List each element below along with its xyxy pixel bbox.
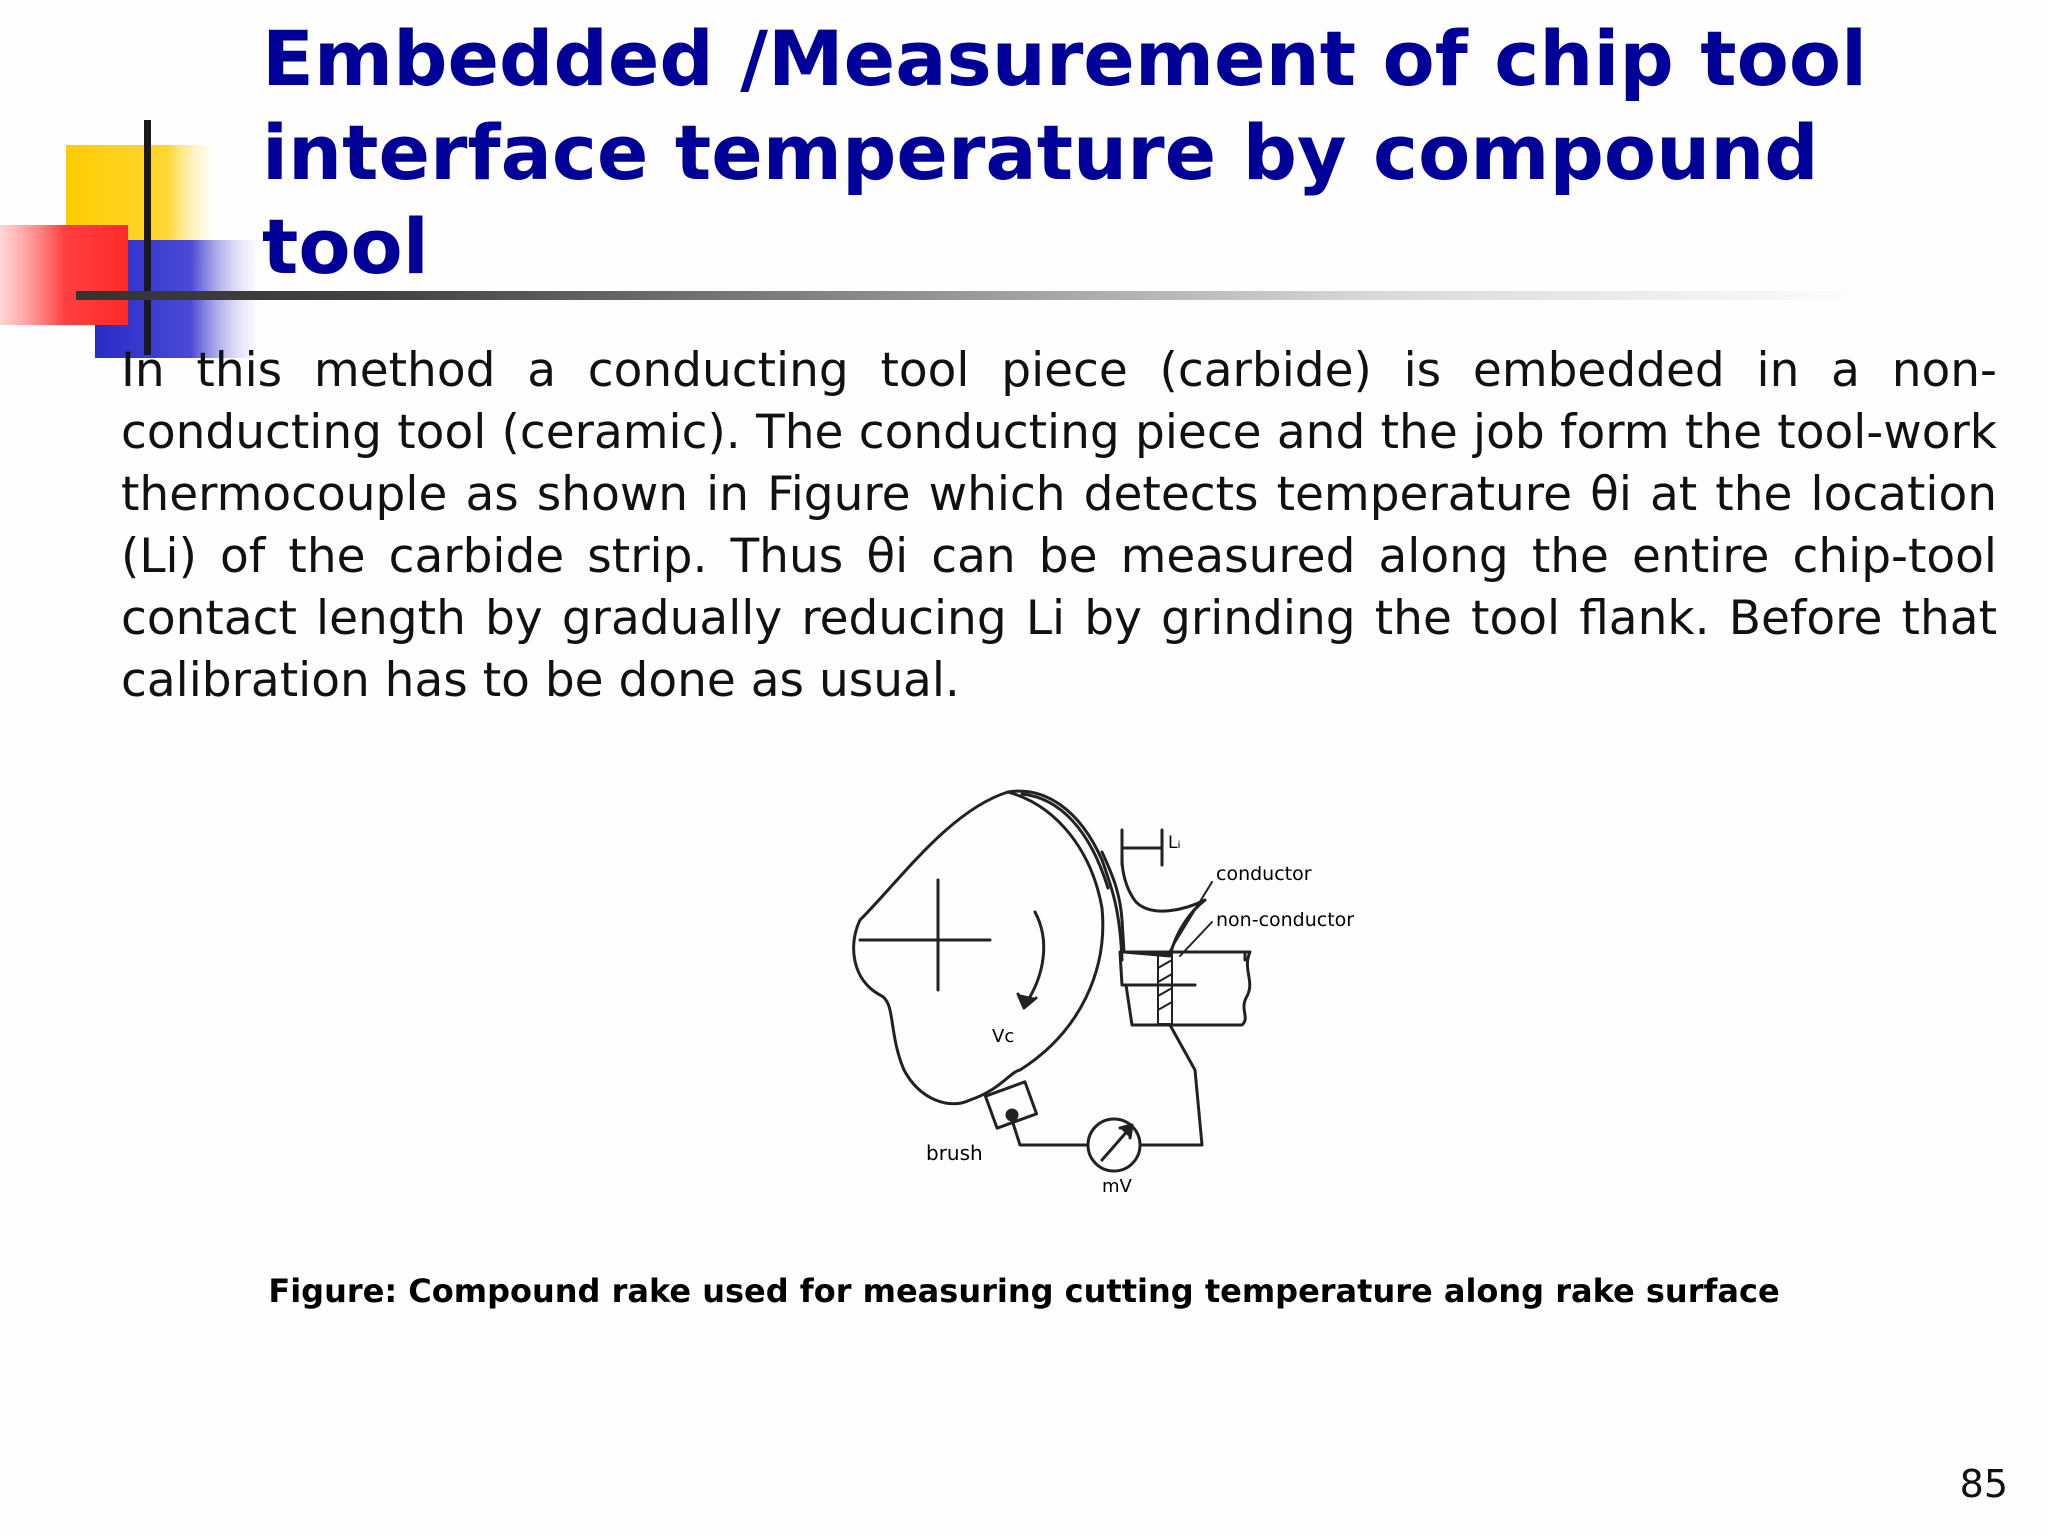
figure-caption: Figure: Compound rake used for measuring cutting temperature along rake surface [268, 1272, 1780, 1310]
rotation-arrowhead [1018, 994, 1036, 1008]
conductor-leader [1168, 882, 1212, 954]
page-number: 85 [1959, 1462, 2008, 1506]
brush-contact [1007, 1110, 1017, 1120]
deco-vertical-line [144, 120, 151, 355]
label-vc: Vc [992, 1026, 1015, 1047]
compound-tool-figure [840, 770, 1400, 1210]
rotation-arrow [1025, 912, 1044, 1005]
label-li: Lᵢ [1168, 833, 1181, 853]
strip-hatch-2 [1158, 974, 1172, 982]
label-conductor: conductor [1216, 863, 1312, 885]
strip-hatch-3 [1158, 988, 1172, 996]
strip-hatch-1 [1158, 960, 1172, 968]
circuit-wire-right [1140, 1025, 1202, 1145]
deco-red-square [0, 225, 128, 325]
tool-shank [1185, 952, 1250, 1025]
label-non-conductor: non-conductor [1216, 909, 1355, 931]
chip-body [1102, 852, 1205, 956]
label-brush: brush [926, 1141, 983, 1165]
body-paragraph: In this method a conducting tool piece (carbide) is embedded in a non-conducting tool (ceramic). The conducting piece and the job form the tool-work thermocouple as shown in Figure which detects temperature θi at the location (Li) of the carbide strip. Thus θi can be measured along the entire chip-tool contact length by gradually reducing Li by grinding the tool flank. Before that calibration has to be done as usual. [121, 343, 1997, 708]
workpiece-outline [854, 792, 1103, 1104]
strip-hatch-4 [1158, 1002, 1172, 1010]
slide-title: Embedded /Measurement of chip tool interface temperature by compound tool [262, 14, 1868, 291]
corner-decoration [0, 110, 270, 360]
circuit-wire-left [1012, 1120, 1088, 1145]
tool-lower-body [1126, 985, 1185, 1025]
title-underline [76, 291, 1876, 300]
label-mv: mV [1102, 1176, 1132, 1197]
